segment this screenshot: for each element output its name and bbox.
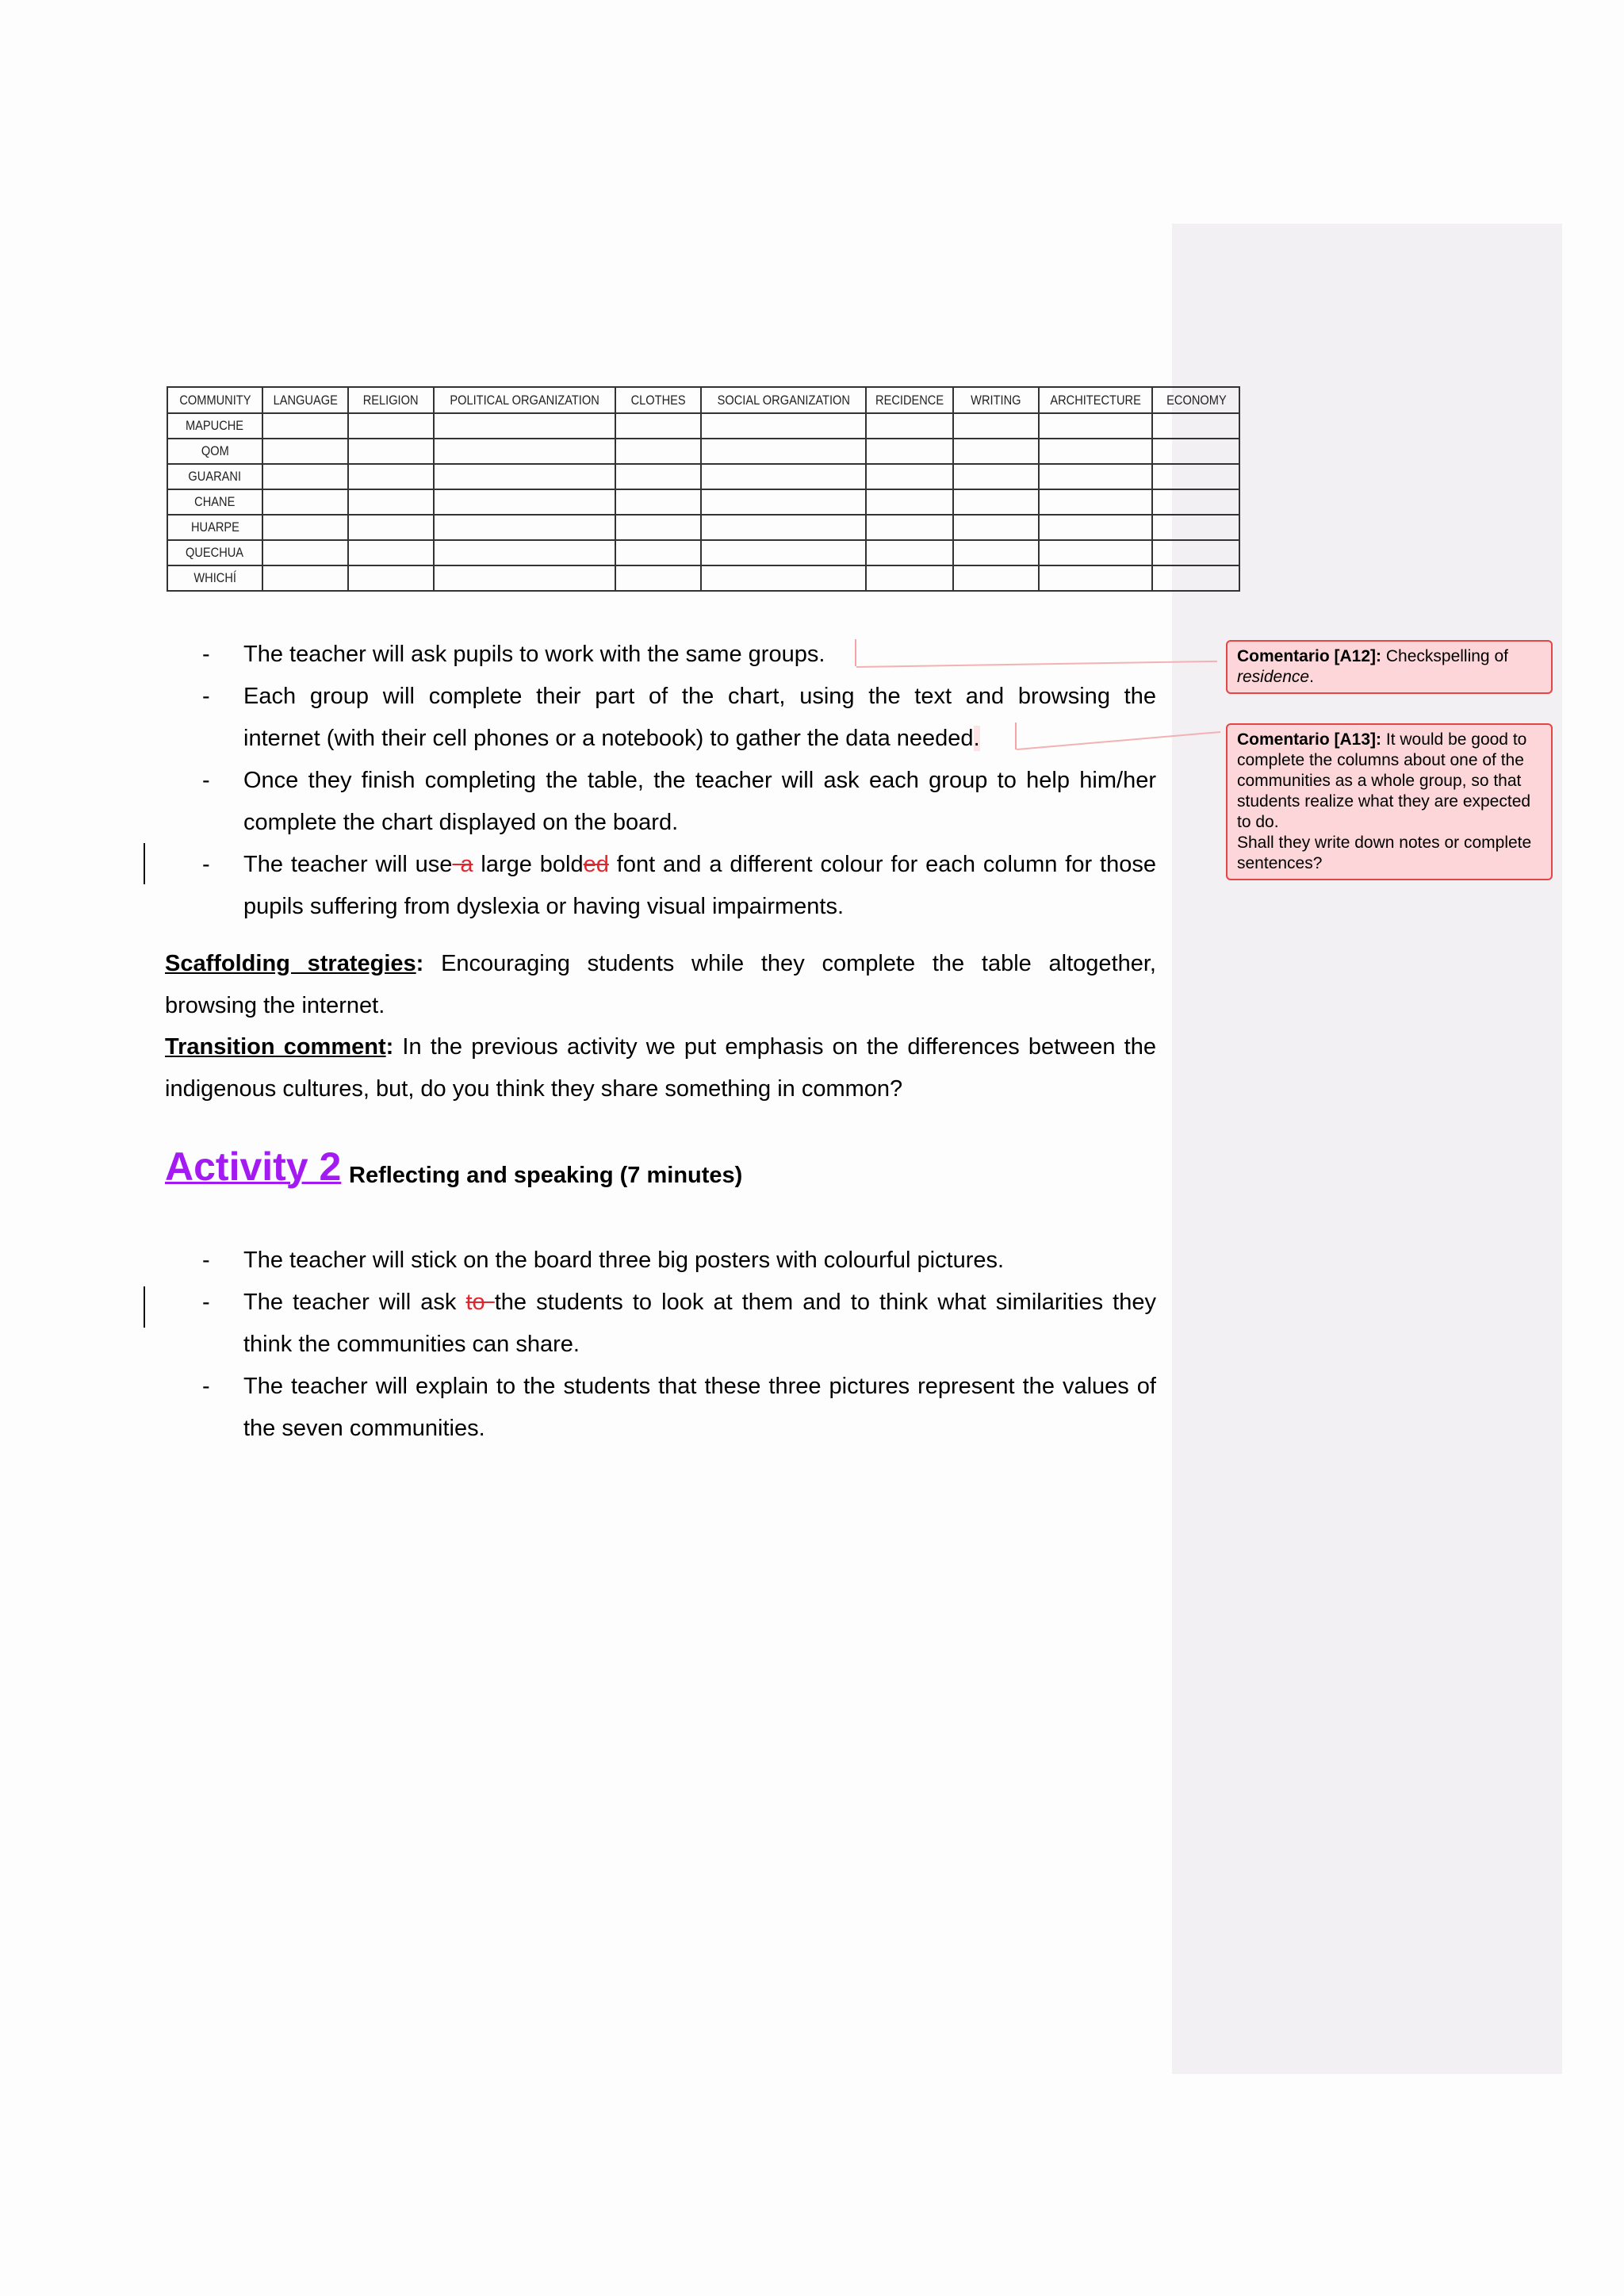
table-cell[interactable] bbox=[434, 439, 615, 464]
list-item: - Once they finish completing the table, the teacher will ask each group to help him/her complete the chart displayed on the board. bbox=[202, 768, 1156, 835]
comment-a13[interactable]: Comentario [A13]: It would be good to complete the columns about one of the communities as a whole group, so that students realize what they are expected to do. Shall they write down notes or complete sentences? bbox=[1226, 723, 1553, 880]
table-header-cell: ARCHITECTURE bbox=[1039, 387, 1152, 413]
line: internet (with their cell phones or a notebook) to gather the data needed. bbox=[243, 726, 980, 751]
table-cell[interactable] bbox=[953, 413, 1039, 439]
table-cell[interactable] bbox=[1039, 413, 1152, 439]
table-cell[interactable] bbox=[615, 565, 701, 591]
community-name-cell: QOM bbox=[167, 439, 262, 464]
table-cell[interactable] bbox=[1039, 489, 1152, 515]
change-bar bbox=[144, 843, 145, 884]
table-cell[interactable] bbox=[434, 489, 615, 515]
table-cell[interactable] bbox=[1039, 515, 1152, 540]
table-cell[interactable] bbox=[262, 439, 348, 464]
table-cell[interactable] bbox=[1152, 540, 1239, 565]
table-cell[interactable] bbox=[348, 439, 434, 464]
scaffolding-paragraph: Scaffolding strategies: Encouraging students while they complete the table altogether, browsing the internet. bbox=[165, 951, 1156, 1018]
table-cell[interactable] bbox=[348, 413, 434, 439]
comment-anchor bbox=[855, 639, 856, 666]
table-cell[interactable] bbox=[262, 413, 348, 439]
list-item: - The teacher will ask to the students to look at them and to think what similarities they think the communities can share. bbox=[202, 1290, 1156, 1357]
table-row bbox=[167, 565, 1239, 591]
table-cell[interactable] bbox=[434, 413, 615, 439]
table-row bbox=[167, 540, 1239, 565]
table-cell[interactable] bbox=[701, 515, 866, 540]
table-cell[interactable] bbox=[1039, 464, 1152, 489]
table-header-cell: COMMUNITY bbox=[167, 387, 262, 413]
table-cell[interactable] bbox=[953, 439, 1039, 464]
table-cell[interactable] bbox=[701, 565, 866, 591]
table-cell[interactable] bbox=[262, 489, 348, 515]
deleted-text: to bbox=[465, 1290, 495, 1315]
table-header-cell: WRITING bbox=[953, 387, 1039, 413]
table-header-cell: SOCIAL ORGANIZATION bbox=[701, 387, 866, 413]
table-cell[interactable] bbox=[1152, 489, 1239, 515]
table-cell[interactable] bbox=[701, 413, 866, 439]
table-cell[interactable] bbox=[953, 565, 1039, 591]
community-name-cell: WHICHÍ bbox=[167, 565, 262, 591]
transition-paragraph: Transition comment: In the previous activity we put emphasis on the differences between the indigenous cultures, but, do you think they share something in common? bbox=[165, 1034, 1156, 1102]
community-name-cell: CHANE bbox=[167, 489, 262, 515]
line: Each group will complete their part of the chart, using the text and browsing the bbox=[243, 684, 1156, 709]
table-cell[interactable] bbox=[434, 464, 615, 489]
table-row bbox=[167, 515, 1239, 540]
table-cell[interactable] bbox=[262, 540, 348, 565]
table-row bbox=[167, 489, 1239, 515]
list-item: - The teacher will ask pupils to work with the same groups. bbox=[202, 642, 825, 667]
table-cell[interactable] bbox=[866, 540, 953, 565]
change-bar bbox=[144, 1286, 145, 1328]
table-header-row bbox=[167, 387, 1239, 413]
task-list bbox=[202, 634, 1156, 928]
deleted-text: ed bbox=[583, 852, 609, 877]
table-cell[interactable] bbox=[615, 413, 701, 439]
list-item: - Each group will complete their part of the chart, using the text and browsing the internet (with their cell phones or a notebook) to gather the data needed. bbox=[202, 676, 1156, 760]
table-cell[interactable] bbox=[615, 489, 701, 515]
table-header-cell: RECIDENCE bbox=[866, 387, 953, 413]
table-cell[interactable] bbox=[262, 565, 348, 591]
table-cell[interactable] bbox=[701, 489, 866, 515]
table-cell[interactable] bbox=[953, 464, 1039, 489]
table-header-cell: LANGUAGE bbox=[262, 387, 348, 413]
table-cell[interactable] bbox=[262, 515, 348, 540]
table-header-cell: ECONOMY bbox=[1152, 387, 1239, 413]
table-row bbox=[167, 439, 1239, 464]
table-cell[interactable] bbox=[866, 489, 953, 515]
community-name-cell: HUARPE bbox=[167, 515, 262, 540]
table-cell[interactable] bbox=[1152, 464, 1239, 489]
table-cell[interactable] bbox=[953, 515, 1039, 540]
table-cell[interactable] bbox=[262, 464, 348, 489]
comment-a12[interactable]: Comentario [A12]: Checkspelling of residence. bbox=[1226, 640, 1553, 694]
table-cell[interactable] bbox=[348, 515, 434, 540]
table-row bbox=[167, 464, 1239, 489]
comment-anchor bbox=[1015, 723, 1017, 749]
table-cell[interactable] bbox=[615, 439, 701, 464]
table-cell[interactable] bbox=[1039, 565, 1152, 591]
table-cell[interactable] bbox=[1152, 565, 1239, 591]
table-cell[interactable] bbox=[1152, 439, 1239, 464]
table-cell[interactable] bbox=[348, 464, 434, 489]
activity-heading[interactable]: Activity 2 bbox=[165, 1144, 342, 1189]
table-cell[interactable] bbox=[1039, 439, 1152, 464]
table-cell[interactable] bbox=[701, 464, 866, 489]
table-cell[interactable] bbox=[348, 565, 434, 591]
list-item: - The teacher will explain to the students that these three pictures represent the values of the seven communities. bbox=[202, 1374, 1156, 1441]
community-chart bbox=[167, 386, 1240, 592]
table-cell[interactable] bbox=[866, 439, 953, 464]
table-header-cell: CLOTHES bbox=[615, 387, 701, 413]
table-row bbox=[167, 413, 1239, 439]
deleted-text: a bbox=[452, 852, 473, 877]
table-header-cell: POLITICAL ORGANIZATION bbox=[434, 387, 615, 413]
table-header-cell: RELIGION bbox=[348, 387, 434, 413]
table-cell[interactable] bbox=[953, 540, 1039, 565]
table-cell[interactable] bbox=[953, 489, 1039, 515]
table-cell[interactable] bbox=[866, 413, 953, 439]
community-name-cell: MAPUCHE bbox=[167, 413, 262, 439]
activity-list bbox=[202, 1240, 1156, 1450]
table-cell[interactable] bbox=[434, 515, 615, 540]
table-cell[interactable] bbox=[434, 565, 615, 591]
table-cell[interactable] bbox=[866, 464, 953, 489]
table-cell[interactable] bbox=[1152, 515, 1239, 540]
table-cell[interactable] bbox=[866, 565, 953, 591]
list-item: - The teacher will use a large bolded font and a different colour for each column for those pupils suffering from dyslexia or having visual impairments. bbox=[202, 852, 1156, 919]
table-cell[interactable] bbox=[701, 540, 866, 565]
table-cell[interactable] bbox=[866, 515, 953, 540]
table-cell[interactable] bbox=[1039, 540, 1152, 565]
table-cell[interactable] bbox=[348, 540, 434, 565]
list-item: - The teacher will stick on the board three big posters with colourful pictures. bbox=[202, 1248, 1005, 1273]
table-cell[interactable] bbox=[615, 540, 701, 565]
table-cell[interactable] bbox=[615, 515, 701, 540]
table-cell[interactable] bbox=[1152, 413, 1239, 439]
table-cell[interactable] bbox=[701, 439, 866, 464]
activity-subtitle: Reflecting and speaking (7 minutes) bbox=[349, 1163, 743, 1188]
community-name-cell: QUECHUA bbox=[167, 540, 262, 565]
table-cell[interactable] bbox=[434, 540, 615, 565]
table-cell[interactable] bbox=[348, 489, 434, 515]
table-cell[interactable] bbox=[615, 464, 701, 489]
community-name-cell: GUARANI bbox=[167, 464, 262, 489]
